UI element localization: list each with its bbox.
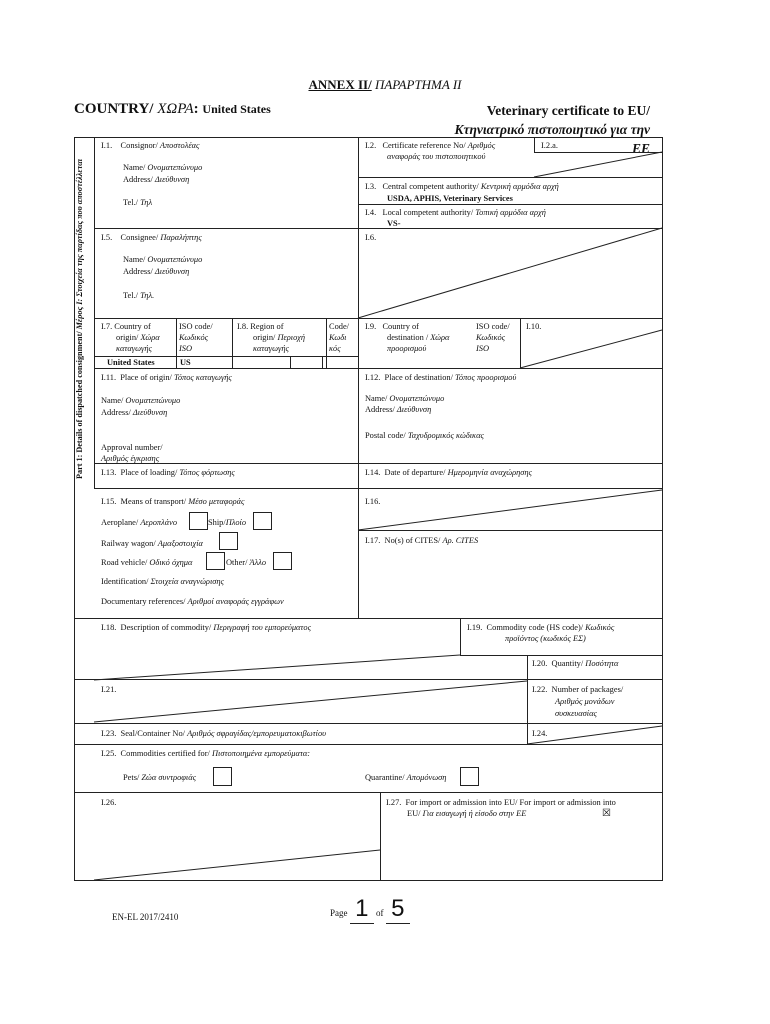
i1-field: I.1. Consignor/ Αποστολέας bbox=[101, 141, 200, 150]
i6-strike bbox=[358, 228, 662, 318]
i7-iso-gr: Κωδικός bbox=[179, 333, 209, 342]
railway-checkbox[interactable] bbox=[219, 532, 238, 550]
i15-aeroplane: Aeroplane/ Αεροπλάνο bbox=[101, 518, 178, 527]
other-transport-checkbox[interactable] bbox=[273, 552, 292, 570]
i18-strike bbox=[94, 655, 460, 680]
i5-field: I.5. Consignee/ Παραλήπτης bbox=[101, 233, 202, 242]
i5-name: Name/ Ονοματεπώνυμο bbox=[123, 255, 203, 264]
i24-field: I.24. bbox=[532, 729, 548, 738]
pets-checkbox[interactable] bbox=[213, 767, 232, 786]
i11-field: I.11. Place of origin/ Τόπος καταγωγής bbox=[101, 373, 232, 382]
of-label: of bbox=[376, 908, 384, 918]
country-value: United States bbox=[202, 102, 271, 116]
i9-iso-gr: Κωδικός bbox=[476, 333, 506, 342]
i20-field: I.20. Quantity/ Ποσότητα bbox=[532, 659, 619, 668]
i15-ship: Ship/Πλοίο bbox=[208, 518, 247, 527]
i25-quarantine: Quarantine/ Απομόνωση bbox=[365, 773, 447, 782]
i12-postal: Postal code/ Ταχυδρομικός κώδικας bbox=[365, 431, 484, 440]
i11-name: Name/ Ονοματεπώνυμο bbox=[101, 396, 181, 405]
page-indicator bbox=[330, 895, 410, 924]
i7-iso-gr2: ISO bbox=[179, 344, 193, 353]
side-label-en: Part 1: Details of dispatched consignment/ bbox=[75, 331, 84, 479]
i8-code-gr: Κωδι bbox=[329, 333, 347, 342]
i25-field: I.25. Commodities certified for/ Πιστοποιημένα εμπορεύματα: bbox=[101, 749, 311, 758]
i5-address: Address/ Διεύθυνση bbox=[123, 267, 190, 276]
i9-destination: destination / Χώρα bbox=[387, 333, 450, 342]
country-colon: : bbox=[193, 101, 203, 117]
form-frame bbox=[75, 138, 663, 881]
i27-checked-icon: ☒ bbox=[602, 808, 611, 819]
i26-field: I.26. bbox=[101, 798, 117, 807]
page-total-field[interactable] bbox=[386, 895, 410, 924]
i5-tel: Tel./ Τηλ. bbox=[123, 291, 155, 300]
i23-field: I.23. Seal/Container No/ Αριθμός σφραγίδας/εμπορευματοκιβωτίου bbox=[101, 729, 326, 738]
i7-field: I.7. Country of bbox=[101, 322, 151, 331]
i1-name: Name/ Ονοματεπώνυμο bbox=[123, 163, 203, 172]
i8-origin: origin/ Περιοχή bbox=[253, 333, 305, 342]
quarantine-checkbox[interactable] bbox=[460, 767, 479, 786]
i15-field: I.15. Means of transport/ Μέσο μεταφοράς bbox=[101, 497, 245, 506]
road-vehicle-checkbox[interactable] bbox=[206, 552, 225, 570]
i11-approval: Approval number/ bbox=[101, 443, 163, 452]
i7-origin-gr: καταγωγής bbox=[116, 344, 152, 353]
page-total: 5 bbox=[391, 895, 405, 922]
i19-label-gr: προϊόντος (κωδικός ΕΣ) bbox=[505, 634, 586, 643]
i1-tel: Tel./ Τηλ bbox=[123, 198, 153, 207]
i8-field: I.8. Region of bbox=[237, 322, 284, 331]
page-number: 1 bbox=[355, 895, 369, 922]
i2-field: I.2. Certificate reference No/ Αριθμός bbox=[365, 141, 496, 150]
i7-origin: origin/ Χώρα bbox=[116, 333, 160, 342]
i7-iso: ISO code/ bbox=[179, 322, 213, 331]
i2a-field: I.2.a. bbox=[541, 141, 558, 150]
i2-label-gr: αναφοράς του πιστοποιητικού bbox=[387, 152, 486, 161]
i18-field: I.18. Description of commodity/ Περιγραφή του εμπορεύματος bbox=[101, 623, 312, 632]
i13-field: I.13. Place of loading/ Τόπος φόρτωσης bbox=[101, 468, 235, 477]
i22-label-gr: Αριθμός μονάδων bbox=[555, 697, 615, 706]
i9-destination-gr: προορισμού bbox=[387, 344, 427, 353]
certificate-title-en: Veterinary certificate to EU/ bbox=[486, 103, 650, 118]
i8-code-gr2: κός bbox=[329, 344, 341, 353]
aeroplane-checkbox[interactable] bbox=[189, 512, 208, 530]
i10-strike bbox=[520, 330, 662, 368]
i12-field: I.12. Place of destination/ Τόπος προορισμού bbox=[365, 373, 517, 382]
i4-value: VS- bbox=[387, 219, 401, 228]
i8-code: Code/ bbox=[329, 322, 350, 331]
i27-field: I.27. For import or admission into EU/ For import or admission into bbox=[386, 798, 616, 807]
ship-checkbox[interactable] bbox=[253, 512, 272, 530]
i12-name: Name/ Ονοματεπώνυμο bbox=[365, 394, 445, 403]
i16-strike bbox=[358, 490, 662, 530]
i26-strike bbox=[94, 850, 380, 880]
i4-field: I.4. Local competent authority/ Τοπική αρμόδια αρχή bbox=[365, 208, 546, 217]
i16-field: I.16. bbox=[365, 497, 381, 506]
i27-field-gr: EU/ Για εισαγωγή ή είσοδο στην ΕΕ bbox=[407, 809, 527, 818]
country-label-gr: ΧΩΡΑ bbox=[153, 101, 194, 117]
i3-field: I.3. Central competent authority/ Κεντρική αρμόδια αρχή bbox=[365, 182, 559, 191]
i15-other: Other/ Άλλο bbox=[226, 558, 267, 567]
annex-label: ANNEX II/ bbox=[308, 77, 372, 92]
i12-address: Address/ Διεύθυνση bbox=[365, 405, 432, 414]
i25-pets: Pets/ Ζώα συντροφιάς bbox=[123, 773, 197, 782]
i3-value: USDA, APHIS, Veterinary Services bbox=[387, 194, 513, 203]
i6-field: I.6. bbox=[365, 233, 377, 242]
i15-railway: Railway wagon/ Αμαξοστοιχία bbox=[101, 539, 203, 548]
i11-approval-gr: Αριθμός έγκρισης bbox=[101, 454, 160, 463]
i22-field: I.22. Number of packages/ bbox=[532, 685, 624, 694]
i9-iso: ISO code/ bbox=[476, 322, 510, 331]
i15-identification: Identification/ Στοιχεία αναγνώρισης bbox=[101, 577, 224, 586]
i1-address: Address/ Διεύθυνση bbox=[123, 175, 190, 184]
i19-field: I.19. Commodity code (HS code)/ Κωδικός bbox=[467, 623, 615, 632]
i9-iso-gr2: ISO bbox=[476, 344, 490, 353]
certificate-title-gr: Κτηνιατρικό πιστοποιητικό για την ΕΕ bbox=[454, 122, 650, 156]
i22-label-gr2: συσκευασίας bbox=[555, 709, 597, 718]
side-label-gr: Μέρος I: Στοιχεία της παρτίδας που αποστέλλεται bbox=[75, 158, 84, 332]
i15-documentary: Documentary references/ Αριθμοί αναφοράς εγγράφων bbox=[101, 597, 284, 606]
i7-country-value: United States bbox=[107, 358, 155, 367]
i21-strike bbox=[94, 681, 527, 722]
i7-iso-value: US bbox=[180, 358, 191, 367]
document-code: EN-EL 2017/2410 bbox=[112, 912, 179, 922]
i2a-strike bbox=[534, 152, 662, 177]
i9-field: I.9. Country of bbox=[365, 322, 419, 331]
country-label: COUNTRY/ bbox=[74, 101, 154, 117]
i17-field: I.17. No(s) of CITES/ Αρ. CITES bbox=[365, 536, 479, 545]
page-number-field[interactable] bbox=[350, 895, 374, 924]
annex-label-gr: ΠΑΡΑΡΤΗΜΑ ΙΙ bbox=[371, 77, 462, 92]
i8-origin-gr: καταγωγής bbox=[253, 344, 289, 353]
i11-address: Address/ Διεύθυνση bbox=[101, 408, 168, 417]
i10-field: I.10. bbox=[526, 322, 542, 331]
i14-field: I.14. Date of departure/ Ημερομηνία αναχώρησης bbox=[365, 468, 532, 477]
page-label: Page bbox=[330, 908, 348, 918]
i15-road: Road vehicle/ Οδικό όχημα bbox=[101, 558, 193, 567]
i21-field: I.21. bbox=[101, 685, 117, 694]
